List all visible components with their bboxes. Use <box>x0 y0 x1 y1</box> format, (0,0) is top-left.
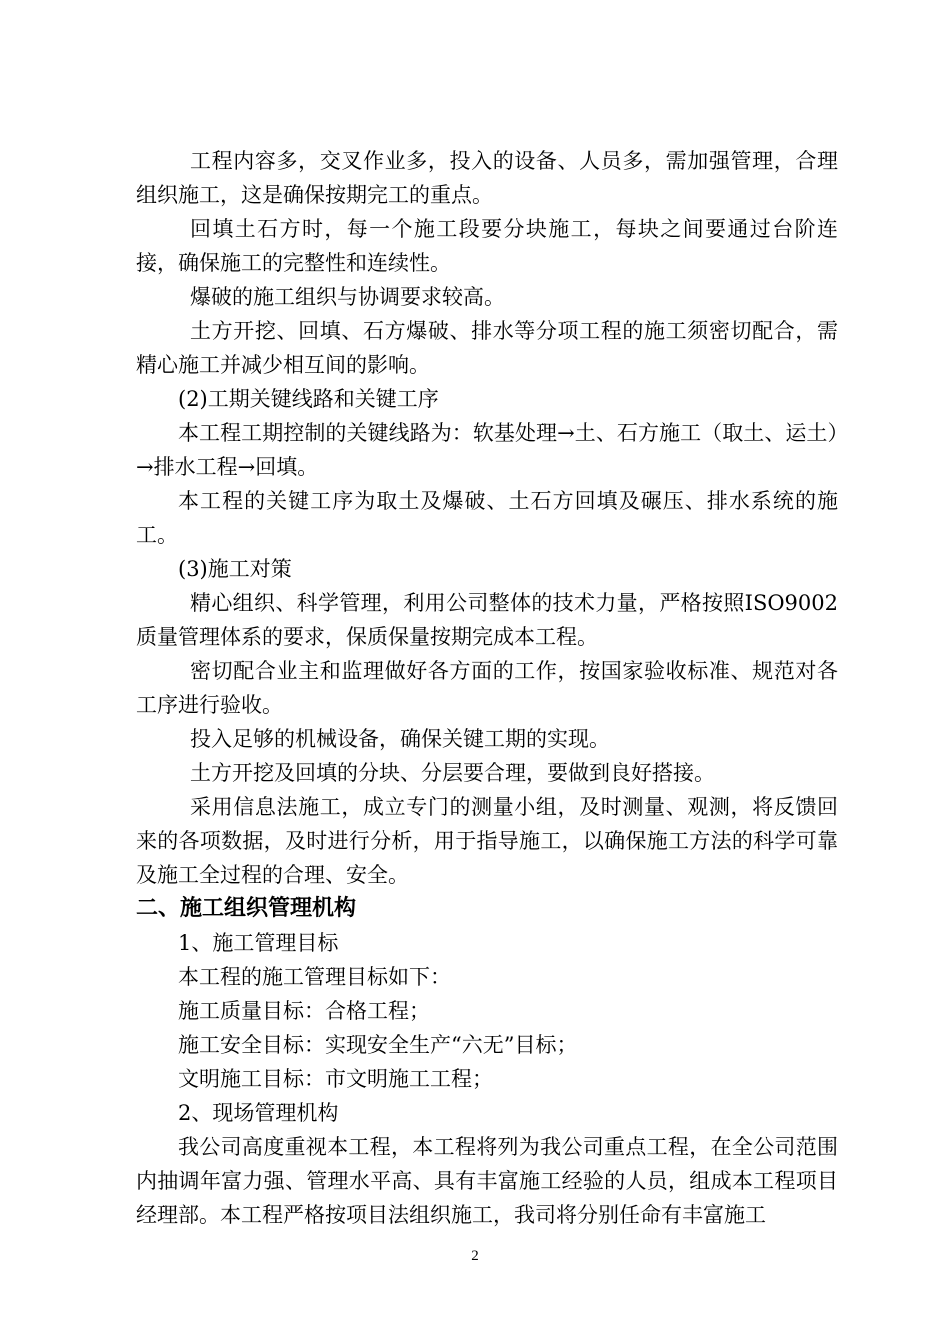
paragraph-critical-path: 本工程工期控制的关键线路为：软基处理→土、石方施工（取土、运土）→排水工程→回填。 <box>136 421 838 479</box>
paragraph-equipment: 投入足够的机械设备，确保关键工期的实现。 <box>190 727 610 751</box>
paragraph-key-points: 工程内容多，交叉作业多，投入的设备、人员多，需加强管理，合理组织施工，这是确保按期完工的重点。 <box>136 149 838 207</box>
page-number: 2 <box>471 1248 479 1264</box>
section-heading-organization: 二、施工组织管理机构 <box>136 896 357 921</box>
document-body <box>136 144 838 1232</box>
paragraph-layering: 土方开挖及回填的分块、分层要合理，要做到良好搭接。 <box>190 761 715 785</box>
subheading-site-organization: 2、现场管理机构 <box>178 1101 339 1125</box>
subheading-critical-path: (2)工期关键线路和关键工序 <box>178 387 439 411</box>
paragraph-civilized-goal: 文明施工目标：市文明施工工程； <box>178 1067 493 1091</box>
paragraph-backfill: 回填土石方时，每一个施工段要分块施工，每块之间要通过台阶连接，确保施工的完整性和连续性。 <box>136 217 838 275</box>
paragraph-blasting: 爆破的施工组织与协调要求较高。 <box>190 285 505 309</box>
paragraph-site-organization: 我公司高度重视本工程，本工程将列为我公司重点工程，在全公司范围内抽调年富力强、管理水平高、具有丰富施工经验的人员，组成本工程项目经理部。本工程严格按项目法组织施工，我司将分别任命有丰富施工 <box>136 1135 838 1227</box>
paragraph-coordination: 土方开挖、回填、石方爆破、排水等分项工程的施工须密切配合，需精心施工并减少相互间的影响。 <box>136 319 838 377</box>
paragraph-acceptance: 密切配合业主和监理做好各方面的工作，按国家验收标准、规范对各工序进行验收。 <box>136 659 838 717</box>
paragraph-goals-intro: 本工程的施工管理目标如下： <box>178 965 451 989</box>
subheading-management-goals: 1、施工管理目标 <box>178 931 339 955</box>
subheading-countermeasures: (3)施工对策 <box>178 557 292 581</box>
paragraph-quality-goal: 施工质量目标：合格工程； <box>178 999 430 1023</box>
paragraph-safety-goal: 施工安全目标：实现安全生产“六无”目标； <box>178 1033 578 1057</box>
paragraph-information-method: 采用信息法施工，成立专门的测量小组，及时测量、观测，将反馈回来的各项数据，及时进行分析，用于指导施工，以确保施工方法的科学可靠及施工全过程的合理、安全。 <box>136 795 838 887</box>
paragraph-iso9002: 精心组织、科学管理，利用公司整体的技术力量，严格按照ISO9002质量管理体系的要求，保质保量按期完成本工程。 <box>136 591 838 649</box>
paragraph-critical-process: 本工程的关键工序为取土及爆破、土石方回填及碾压、排水系统的施工。 <box>136 489 838 547</box>
